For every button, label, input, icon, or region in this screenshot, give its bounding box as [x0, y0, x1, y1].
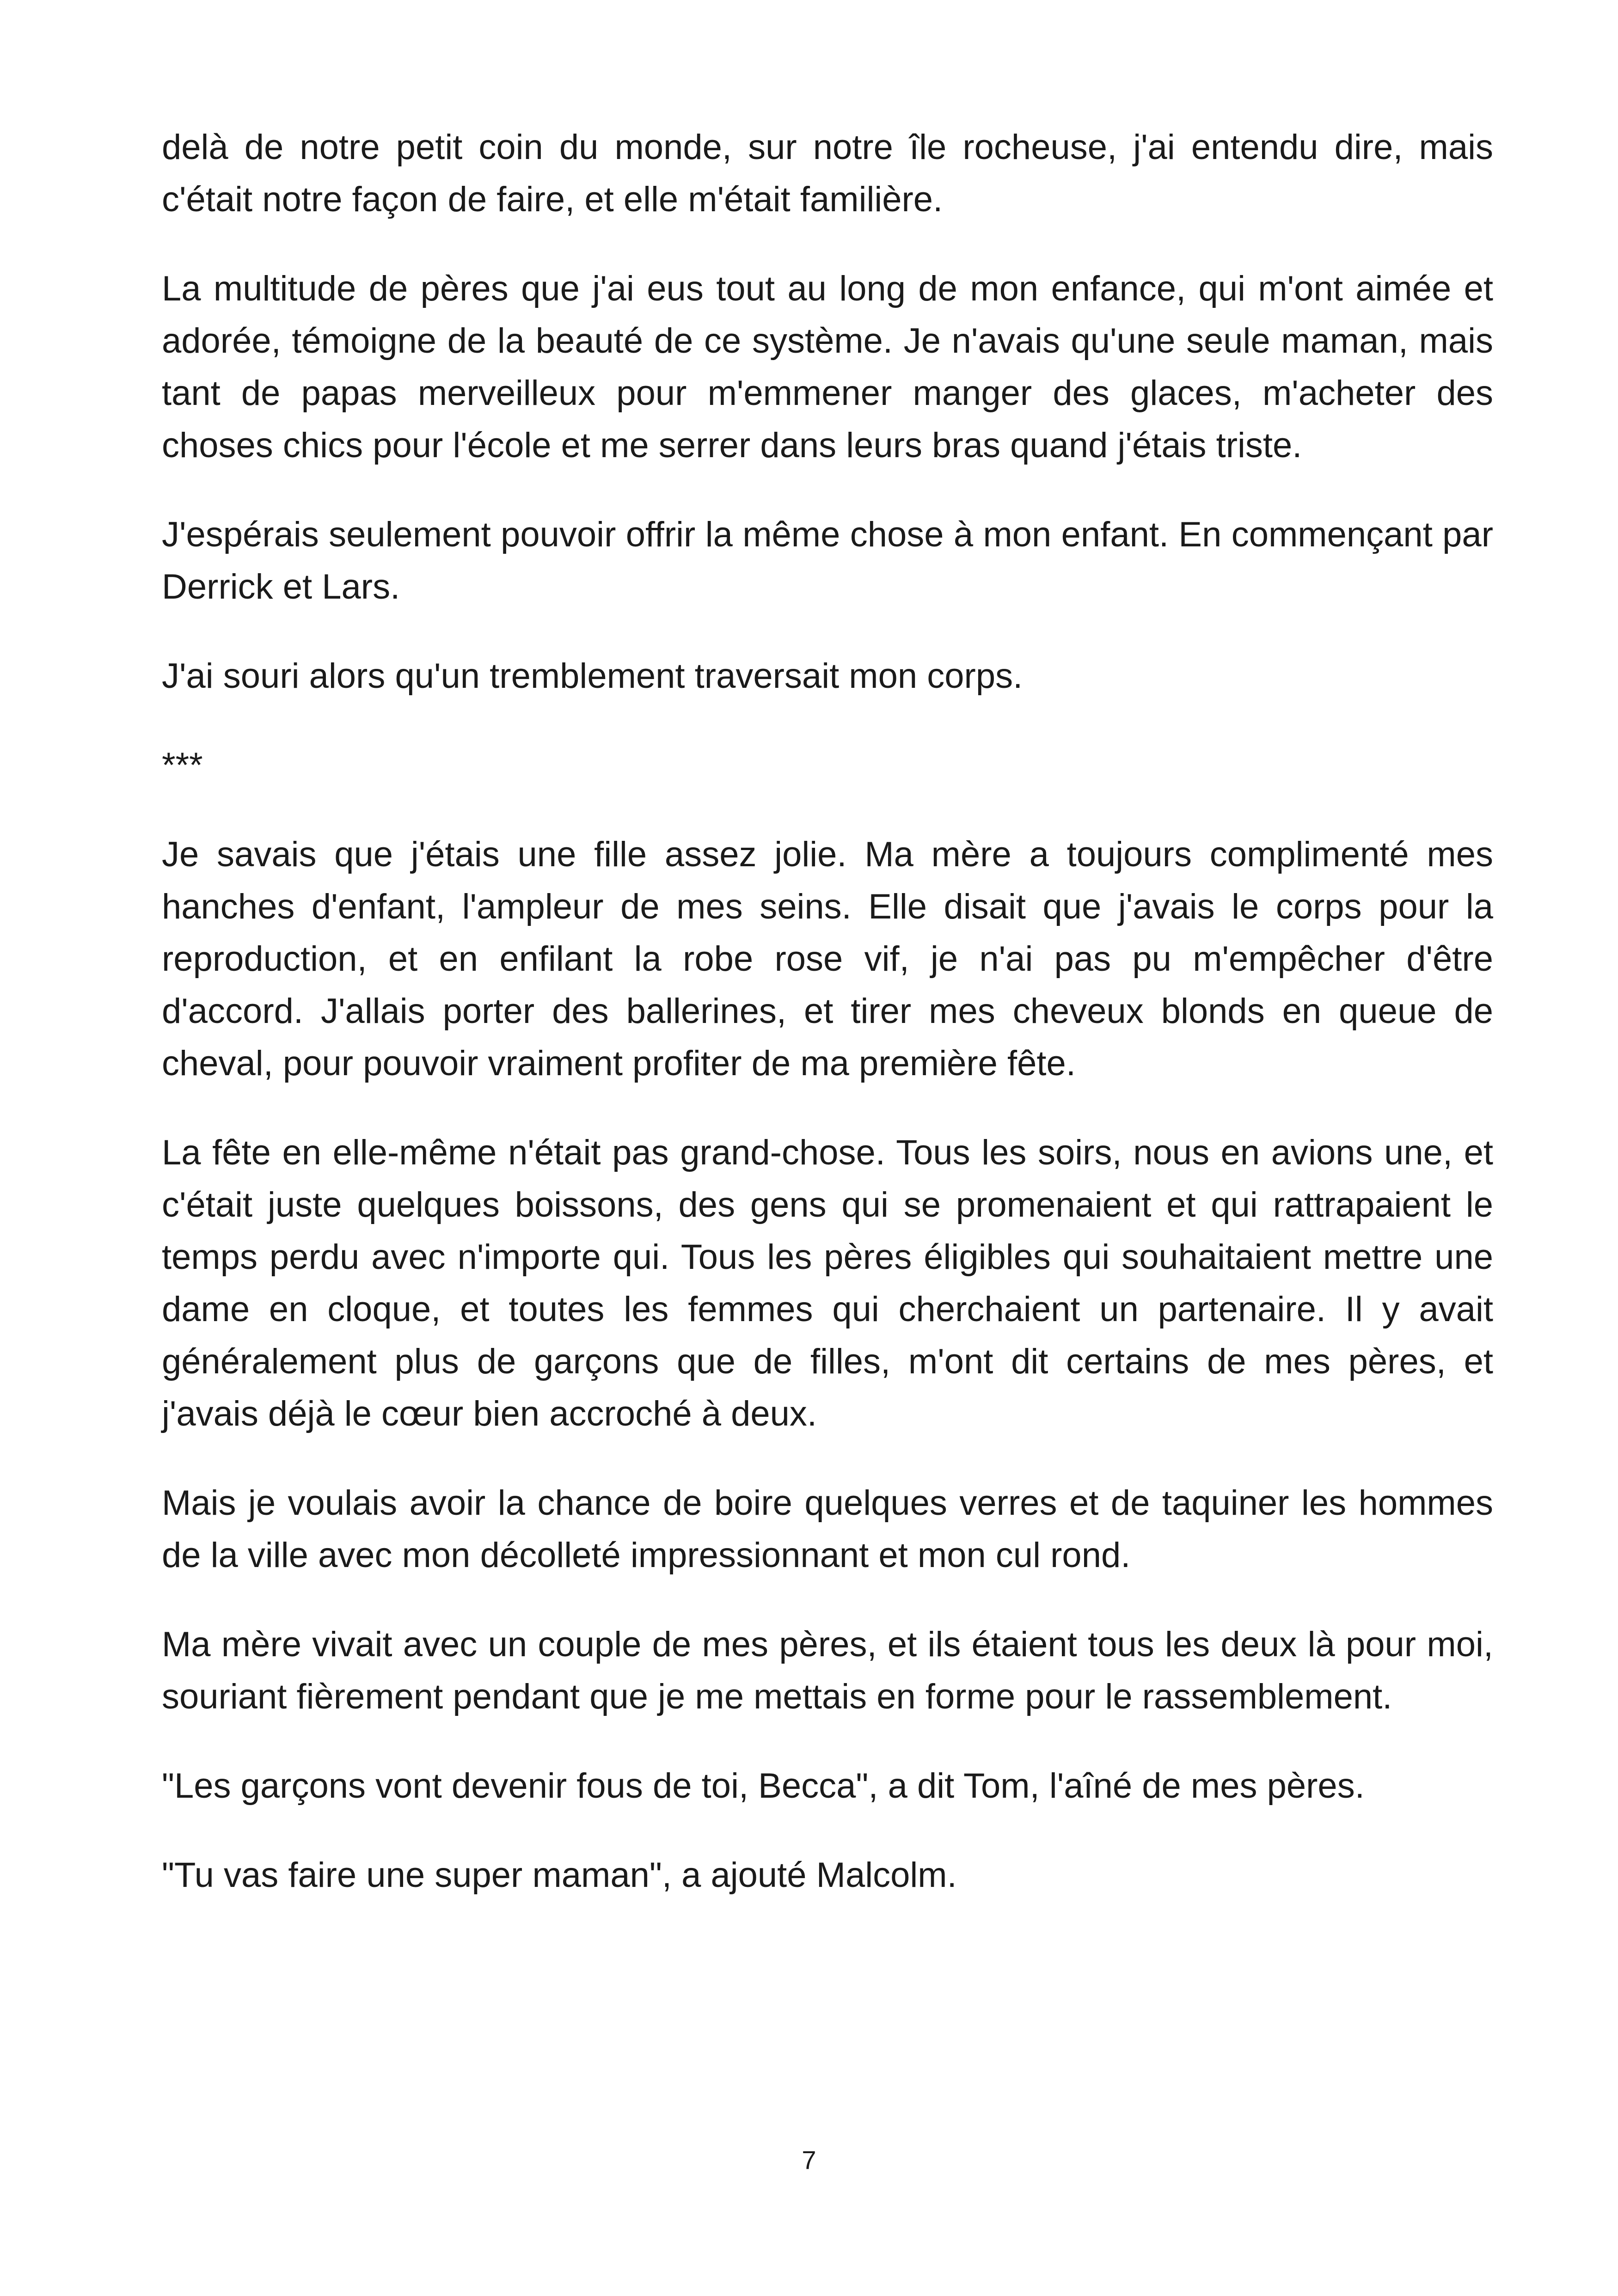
paragraph-2: La multitude de pères que j'ai eus tout au long de mon enfance, qui m'ont aimée et adorée, témoigne de la beauté de ce système. Je n'avais qu'une seule maman, mais tant de papas merveilleux pour m'emmener manger des glaces, m'acheter des choses chics pour l'école et me serrer dans leurs bras quand j'étais triste.	[162, 269, 1493, 465]
paragraph-6: La fête en elle-même n'était pas grand-chose. Tous les soirs, nous en avions une, et c'était juste quelques boissons, des gens qui se promenaient et qui rattrapaient le temps perdu avec n'importe qui. Tous les pères éligibles qui souhaitaient mettre une dame en cloque, et toutes les femmes qui cherchaient un partenaire. Il y avait généralement plus de garçons que de filles, m'ont dit certains de mes pères, et j'avais déjà le cœur bien accroché à deux.	[162, 1133, 1493, 1433]
section-break: ***	[162, 746, 203, 785]
page-number: 7	[802, 2145, 816, 2174]
body-text	[162, 121, 1493, 1938]
paragraph-1: delà de notre petit coin du monde, sur notre île rocheuse, j'ai entendu dire, mais c'était notre façon de faire, et elle m'était familière.	[162, 128, 1493, 219]
paragraph-9: "Les garçons vont devenir fous de toi, Becca", a dit Tom, l'aîné de mes pères.	[162, 1766, 1365, 1806]
paragraph-4: J'ai souri alors qu'un tremblement traversait mon corps.	[162, 656, 1023, 696]
paragraph-5: Je savais que j'étais une fille assez jolie. Ma mère a toujours complimenté mes hanches d'enfant, l'ampleur de mes seins. Elle disait que j'avais le corps pour la reproduction, et en enfilant la robe rose vif, je n'ai pas pu m'empêcher d'être d'accord. J'allais porter des ballerines, et tirer mes cheveux blonds en queue de cheval, pour pouvoir vraiment profiter de ma première fête.	[162, 835, 1493, 1083]
paragraph-3: J'espérais seulement pouvoir offrir la même chose à mon enfant. En commençant par Derrick et Lars.	[162, 515, 1493, 606]
paragraph-10: "Tu vas faire une super maman", a ajouté Malcolm.	[162, 1855, 957, 1895]
paragraph-7: Mais je voulais avoir la chance de boire quelques verres et de taquiner les hommes de la ville avec mon décolleté impressionnant et mon cul rond.	[162, 1483, 1493, 1575]
paragraph-8: Ma mère vivait avec un couple de mes pères, et ils étaient tous les deux là pour moi, souriant fièrement pendant que je me mettais en forme pour le rassemblement.	[162, 1625, 1493, 1716]
